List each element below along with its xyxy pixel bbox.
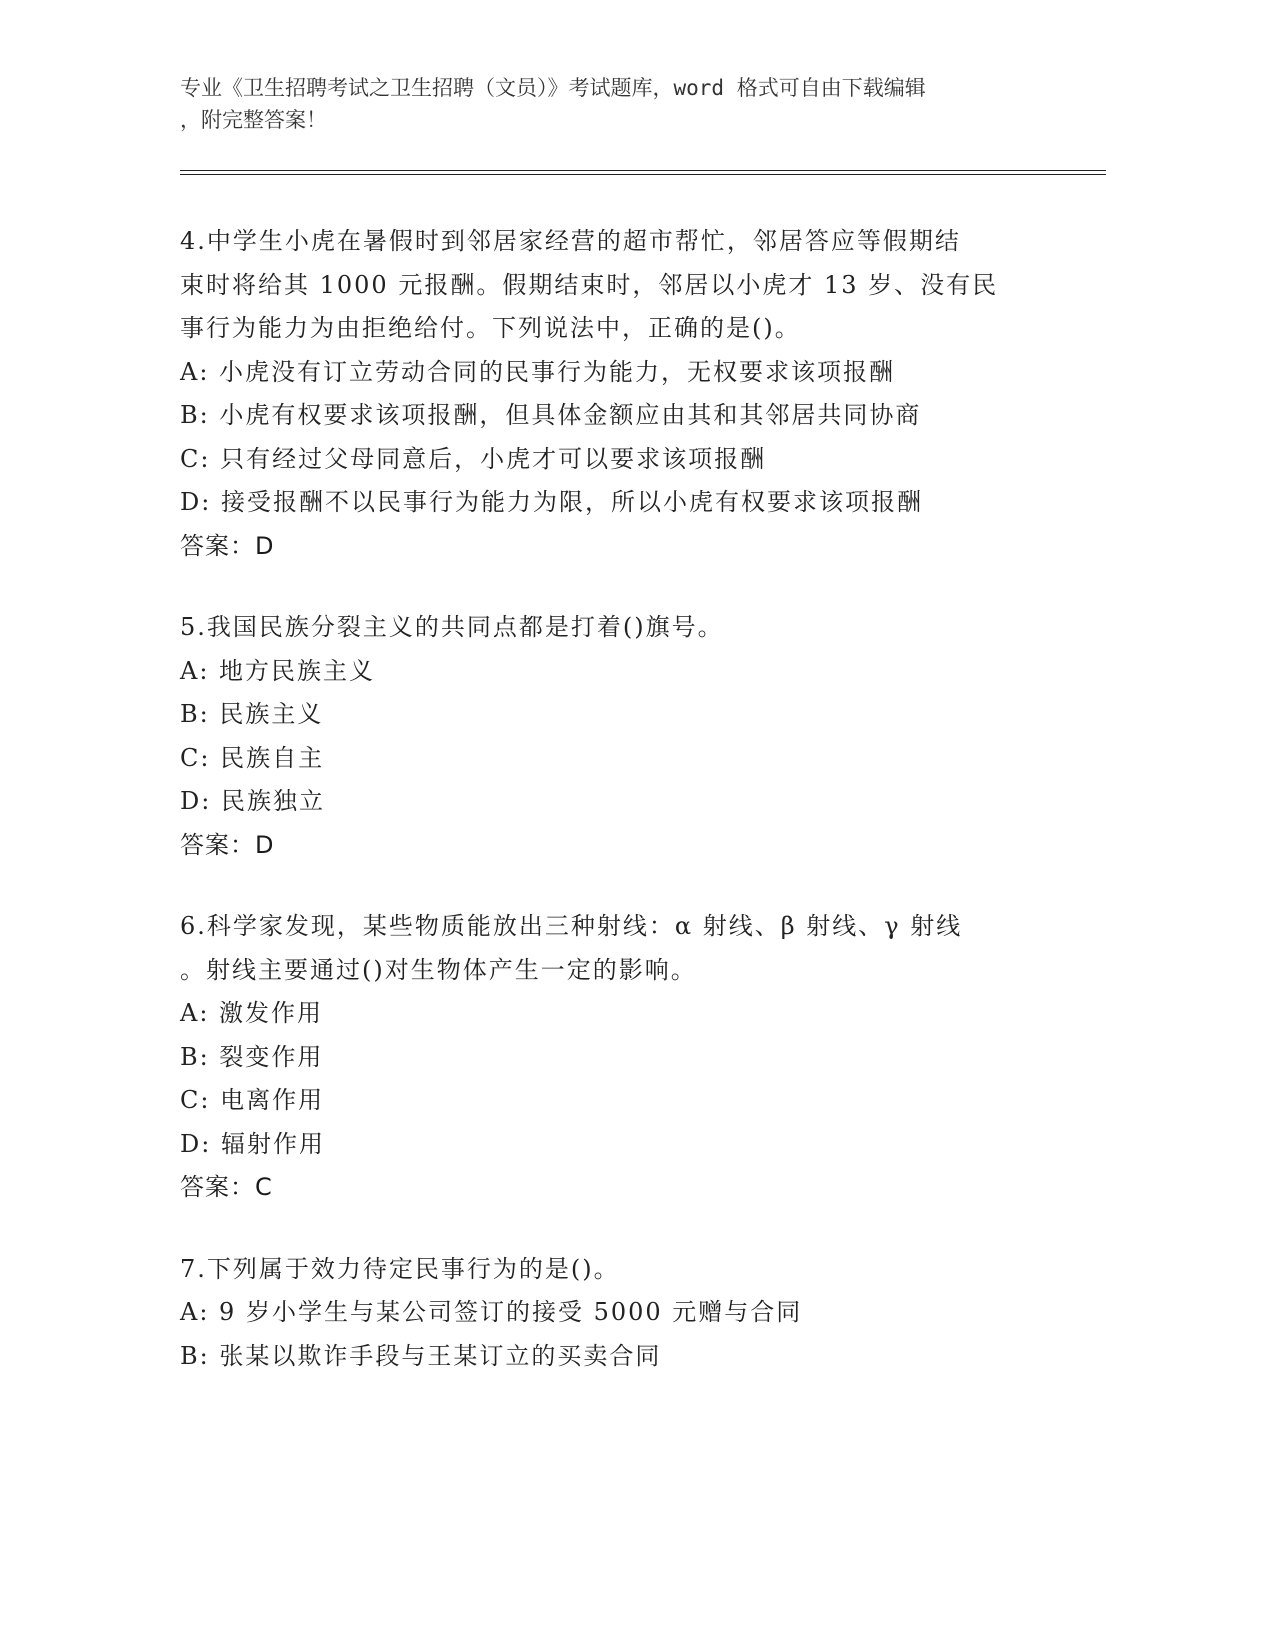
option-b: B: 民族主义	[180, 700, 324, 728]
option-d: D: 接受报酬不以民事行为能力为限，所以小虎有权要求该项报酬	[180, 488, 923, 516]
question-7	[180, 1248, 1080, 1379]
question-stem: 5.我国民族分裂主义的共同点都是打着()旗号。	[180, 613, 724, 641]
option-a: A: 小虎没有订立劳动合同的民事行为能力，无权要求该项报酬	[180, 357, 896, 386]
option-b: B: 小虎有权要求该项报酬，但具体金额应由其和其邻居共同协商	[180, 401, 922, 429]
question-5	[180, 606, 1080, 867]
option-b: B: 裂变作用	[180, 1042, 324, 1071]
answer-label: 答案：D	[180, 830, 275, 859]
answer-label: 答案：D	[180, 531, 275, 560]
header-line-1: 专业《卫生招聘考试之卫生招聘（文员）》考试题库，word 格式可自由下载编辑	[180, 76, 926, 100]
option-a: A: 9 岁小学生与某公司签订的接受 5000 元赠与合同	[180, 1298, 803, 1326]
question-list	[180, 220, 1080, 1416]
question-6	[180, 905, 1080, 1210]
option-c: C: 只有经过父母同意后，小虎才可以要求该项报酬	[180, 444, 767, 473]
document-header	[180, 72, 1040, 136]
header-line-2: ，附完整答案！	[180, 108, 327, 132]
option-b: B: 张某以欺诈手段与王某订立的买卖合同	[180, 1341, 662, 1370]
option-c: C: 电离作用	[180, 1086, 325, 1114]
option-a: A: 地方民族主义	[180, 656, 376, 685]
option-c: C: 民族自主	[180, 743, 325, 772]
option-d: D: 辐射作用	[180, 1129, 325, 1158]
header-divider-bottom	[180, 174, 1106, 175]
question-stem: 6.科学家发现，某些物质能放出三种射线：α 射线、β 射线、γ 射线 。射线主要通过()对生物体产生一定的影响。	[180, 912, 963, 984]
question-4	[180, 220, 1080, 568]
question-stem: 7.下列属于效力待定民事行为的是()。	[180, 1254, 620, 1283]
option-a: A: 激发作用	[180, 999, 324, 1027]
question-stem: 4.中学生小虎在暑假时到邻居家经营的超市帮忙，邻居答应等假期结 束时将给其 1000 元报酬。假期结束时，邻居以小虎才 13 岁、没有民 事行为能力为由拒绝给付。下列说法中，正确的是()。	[180, 227, 999, 342]
header-divider-top	[180, 170, 1106, 171]
answer-label: 答案：C	[180, 1173, 273, 1201]
option-d: D: 民族独立	[180, 787, 325, 815]
